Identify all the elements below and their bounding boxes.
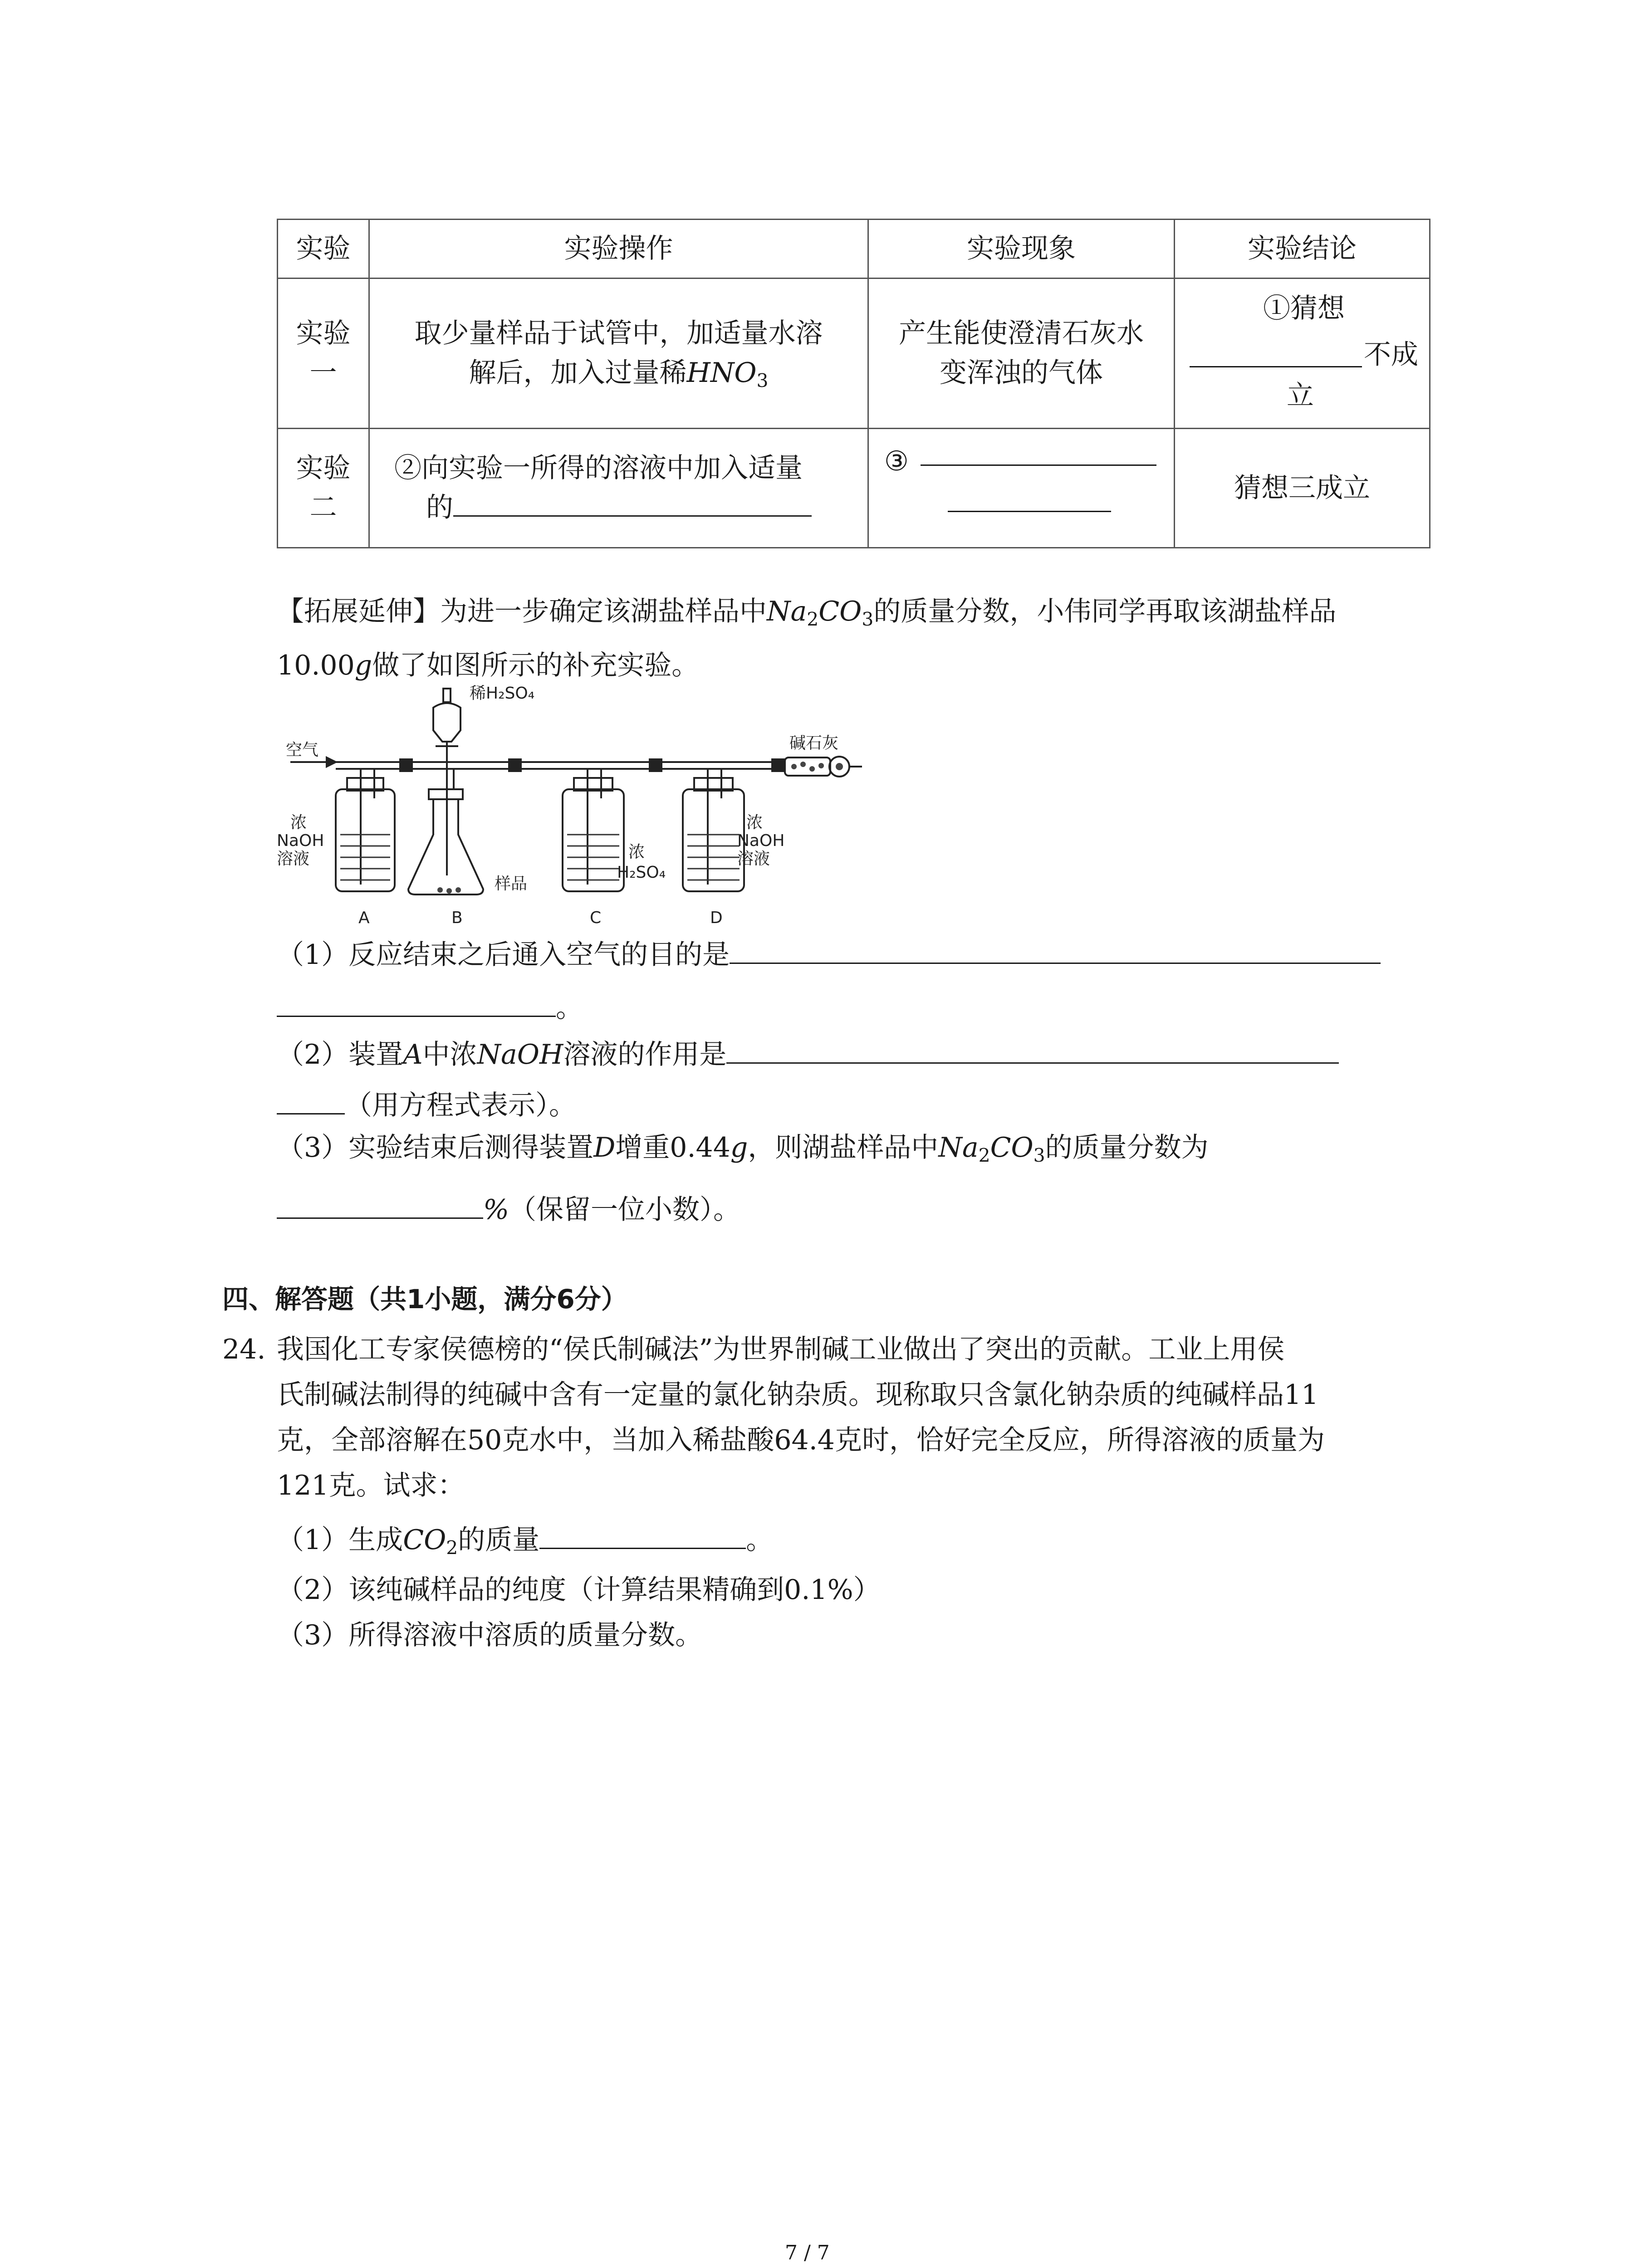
question-1-continued: 。	[277, 991, 583, 1022]
diagram-label-soda-lime: 碱石灰	[789, 734, 839, 753]
answer-blank[interactable]	[539, 1523, 746, 1549]
page-number: 7 / 7	[785, 2241, 830, 2264]
question-2: （2）装置A中浓NaOH溶液的作用是	[277, 1038, 1339, 1068]
problem-text-line: 氏制碱法制得的纯碱中含有一定量的氯化钠杂质。现称取只含氯化钠杂质的纯碱样品11	[277, 1379, 1319, 1411]
diagram-label-c: C	[590, 909, 602, 927]
answer-blank[interactable]	[277, 1193, 483, 1219]
svg-text:溶液: 溶液	[737, 850, 770, 868]
problem-number: 24.	[222, 1334, 266, 1365]
header-cell: 实验	[278, 220, 369, 279]
section-heading: 四、解答题（共1小题，满分6分）	[222, 1284, 627, 1315]
operation-cell: ②向实验一所得的溶液中加入适量 的	[369, 429, 868, 548]
problem-text-line: 我国化工专家侯德榜的“侯氏制碱法”为世界制碱工业做出了突出的贡献。工业上用侯	[277, 1334, 1285, 1365]
question-3-continued: %（保留一位小数）。	[277, 1193, 740, 1223]
conclusion-cell: ①猜想 不成 立	[1175, 279, 1430, 429]
diagram-label-a: A	[358, 909, 370, 927]
apparatus-diagram	[272, 680, 871, 934]
extension-paragraph-line2: 10.00g做了如图所示的补充实验。	[277, 650, 699, 681]
answer-blank[interactable]	[730, 938, 1381, 964]
experiment-name-cell: 实验 二	[278, 429, 369, 548]
table-header-row	[278, 220, 1430, 279]
header-cell: 实验操作	[369, 220, 868, 279]
sub-question-2: （2）该纯碱样品的纯度（计算结果精确到0.1%）	[277, 1574, 881, 1606]
svg-text:浓: 浓	[746, 813, 763, 832]
answer-blank[interactable]	[948, 511, 1111, 512]
sub-question-3: （3）所得溶液中溶质的质量分数。	[277, 1619, 703, 1651]
diagram-label-dilute-acid: 稀H₂SO₄	[470, 684, 535, 703]
svg-text:溶液: 溶液	[277, 850, 310, 868]
svg-text:浓: 浓	[290, 813, 307, 832]
operation-cell: 取少量样品于试管中，加适量水溶 解后，加入过量稀$HNO_3$	[369, 279, 868, 429]
diagram-label-d: D	[710, 909, 723, 927]
table-row	[278, 429, 1430, 548]
answer-blank[interactable]	[726, 1038, 1339, 1064]
diagram-label-sample: 样品	[495, 875, 528, 893]
experiment-table	[277, 219, 1430, 548]
svg-text:NaOH: NaOH	[737, 831, 785, 850]
answer-blank[interactable]	[921, 464, 1156, 466]
answer-blank[interactable]	[277, 1089, 345, 1114]
table-row	[278, 279, 1430, 429]
header-cell: 实验结论	[1175, 220, 1430, 279]
problem-text-line: 克，全部溶解在50克水中，当加入稀盐酸64.4克时，恰好完全反应，所得溶液的质量为	[277, 1424, 1325, 1456]
question-2-continued: （用方程式表示）。	[277, 1089, 576, 1119]
svg-text:浓: 浓	[628, 843, 645, 861]
question-3: （3）实验结束后测得装置D增重0.44g，则湖盐样品中$Na_2CO_3$的质量分数为	[277, 1132, 1209, 1167]
answer-blank[interactable]	[277, 991, 556, 1017]
svg-text:NaOH: NaOH	[277, 831, 324, 850]
question-1: （1）反应结束之后通入空气的目的是	[277, 938, 1381, 968]
answer-blank[interactable]	[1190, 339, 1362, 367]
experiment-name-cell: 实验 一	[278, 279, 369, 429]
extension-paragraph-line1: 【拓展延伸】为进一步确定该湖盐样品中$Na_2CO_3$的质量分数，小伟同学再取该湖盐样品	[277, 596, 1337, 631]
svg-text:H₂SO₄: H₂SO₄	[617, 863, 666, 882]
phenomenon-cell: 产生能使澄清石灰水 变浑浊的气体	[868, 279, 1175, 429]
phenomenon-cell: ③	[868, 429, 1175, 548]
answer-blank[interactable]	[453, 491, 812, 517]
sub-question-1: （1）生成$CO_2$的质量 。	[277, 1524, 774, 1559]
header-cell: 实验现象	[868, 220, 1175, 279]
diagram-label-b: B	[451, 909, 463, 927]
problem-text-line: 121克。试求：	[277, 1470, 465, 1501]
conclusion-cell: 猜想三成立	[1175, 429, 1430, 548]
chemical-formula: HNO	[686, 357, 757, 389]
diagram-label-air: 空气	[286, 741, 319, 759]
